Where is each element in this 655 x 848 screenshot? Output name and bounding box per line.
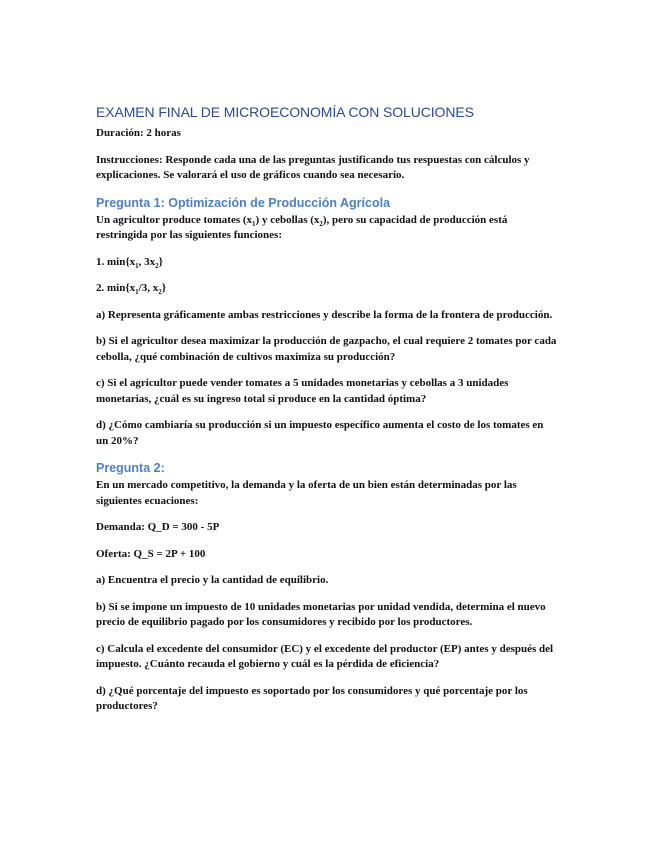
question-2-part-d: d) ¿Qué porcentaje del impuesto es soportado por los consumidores y qué porcentaje por los productores? xyxy=(96,684,528,712)
question-2-intro: En un mercado competitivo, la demanda y la oferta de un bien están determinadas por las siguientes ecuaciones: xyxy=(96,479,517,507)
production-function-2: 2. $\min\{x_1/3$, $x_2$} xyxy=(96,282,167,297)
question-1-part-c: c) Si el agricultor puede vender tomates a 5 unidades monetarias y cebollas a 3 unidades monetarias, ¿cuál es su ingreso total si produce en la cantidad óptima? xyxy=(96,377,509,405)
document-title: EXAMEN FINAL DE MICROECONOMÍA CON SOLUCIONES xyxy=(96,104,474,120)
duration: Duración: 2 horas xyxy=(96,127,181,139)
question-1-part-d: d) ¿Cómo cambiaría su producción si un impuesto específico aumenta el costo de los tomates en un 20%? xyxy=(96,419,544,447)
question-2-heading: Pregunta 2: xyxy=(96,461,165,475)
question-1-heading: Pregunta 1: Optimización de Producción Agrícola xyxy=(96,195,391,210)
question-2-part-c: c) Calcula el excedente del consumidor (EC) y el excedente del productor (EP) antes y después del impuesto. ¿Cuánto recauda el gobierno y cuál es la pérdida de eficiencia? xyxy=(96,642,554,670)
question-2-part-b: b) Si se impone un impuesto de 10 unidades monetarias por unidad vendida, determina el nuevo precio de equilibrio pagado por los consumidores y recibido por los productores. xyxy=(96,600,546,628)
production-function-1: 1. $\min\{x_1$, $3x_2$} xyxy=(96,255,164,270)
question-2-part-a: a) Encuentra el precio y la cantidad de equilibrio. xyxy=(96,574,329,586)
question-1-part-b: b) Si el agricultor desea maximizar la producción de gazpacho, el cual requiere 2 tomates por cada cebolla, ¿qué combinación de cultivos maximiza su producción? xyxy=(96,335,557,363)
supply-equation: Oferta: Q_S = 2P + 100 xyxy=(96,547,206,560)
document-page xyxy=(96,104,558,726)
instructions: Instrucciones: Responde cada una de las preguntas justificando tus respuestas con cálculos y explicaciones. Se valorará el uso de gráficos cuando sea necesario. xyxy=(96,153,530,181)
question-1-part-a: a) Representa gráficamente ambas restricciones y describe la forma de la frontera de producción. xyxy=(96,308,553,321)
demand-equation: Demanda: Q_D = 300 - 5P xyxy=(96,521,220,533)
question-1-intro: Un agricultor produce tomates $(x_1)$ y cebollas $(x_2)$, pero su capacidad de producción está restringida por las siguientes funciones: xyxy=(96,213,508,241)
